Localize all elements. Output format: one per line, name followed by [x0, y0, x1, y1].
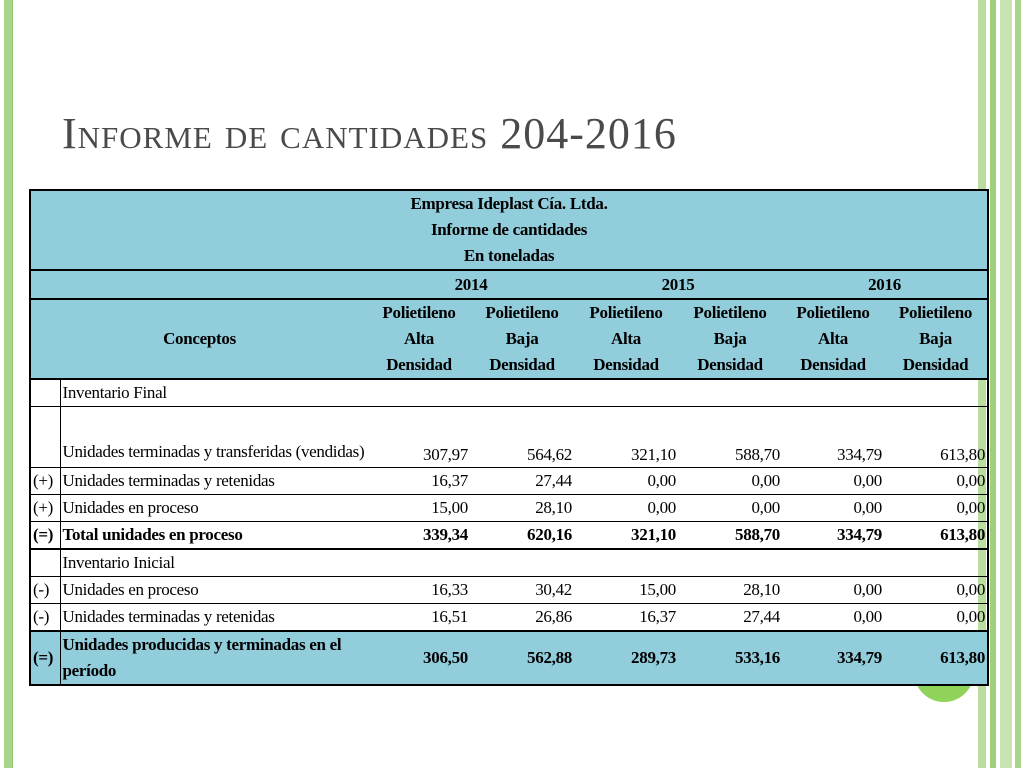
row-value: 16,37: [368, 468, 470, 495]
row-value: 15,00: [574, 577, 678, 604]
product-header-line1: Polietileno: [368, 299, 470, 326]
row-value: 0,00: [782, 468, 884, 495]
year-header-blank: [30, 270, 368, 299]
row-value: 30,42: [470, 577, 574, 604]
row-value: 27,44: [470, 468, 574, 495]
product-header-line2: Alta: [368, 326, 470, 352]
table-row-total: [30, 522, 988, 550]
row-value: [368, 549, 470, 577]
row-value: 0,00: [782, 495, 884, 522]
year-header-2015: 2015: [574, 270, 782, 299]
row-value: 0,00: [884, 577, 988, 604]
table-row: [30, 495, 988, 522]
table-row: [30, 577, 988, 604]
row-value: 16,51: [368, 604, 470, 632]
row-sign: [30, 549, 60, 577]
row-value: 0,00: [678, 495, 782, 522]
year-header-2014: 2014: [368, 270, 574, 299]
row-sign: [30, 379, 60, 407]
row-value: 289,73: [574, 631, 678, 685]
row-label: Total unidades en proceso: [60, 522, 368, 550]
slide-title: Informe de cantidades 204-2016: [62, 109, 677, 158]
table-row-final-total: [30, 631, 988, 685]
row-value: 0,00: [884, 604, 988, 632]
row-value: [884, 379, 988, 407]
row-label: Unidades terminadas y transferidas (vendidas): [60, 407, 368, 468]
product-header-line1: Polietileno: [678, 299, 782, 326]
table-row: [30, 379, 988, 407]
row-value: [678, 549, 782, 577]
row-sign: (-): [30, 577, 60, 604]
product-header-line1: Polietileno: [574, 299, 678, 326]
row-value: 321,10: [574, 522, 678, 550]
row-value: 28,10: [678, 577, 782, 604]
row-value: [574, 549, 678, 577]
row-label: Inventario Final: [60, 379, 368, 407]
product-header-line2: Baja: [678, 326, 782, 352]
row-sign: (+): [30, 495, 60, 522]
year-header-2016: 2016: [782, 270, 988, 299]
row-value: 533,16: [678, 631, 782, 685]
row-value: 620,16: [470, 522, 574, 550]
row-value: [782, 549, 884, 577]
row-sign: (-): [30, 604, 60, 632]
row-value: [368, 379, 470, 407]
row-value: 28,10: [470, 495, 574, 522]
right-decorative-stripe: [1000, 0, 1012, 768]
row-label: Unidades terminadas y retenidas: [60, 468, 368, 495]
row-value: 0,00: [574, 495, 678, 522]
product-header-line2: Alta: [574, 326, 678, 352]
product-header-line2: Baja: [470, 326, 574, 352]
company-name: Empresa Ideplast Cía. Ltda.: [30, 190, 988, 217]
product-header-line3: Densidad: [782, 352, 884, 379]
row-label: Unidades en proceso: [60, 495, 368, 522]
unit-label: En toneladas: [30, 243, 988, 270]
quantities-report-table: [29, 189, 989, 686]
row-value: [884, 549, 988, 577]
product-header-line2: Baja: [884, 326, 988, 352]
concepts-header: Conceptos: [30, 299, 368, 379]
row-value: 16,37: [574, 604, 678, 632]
row-sign: (=): [30, 631, 60, 685]
table-row: [30, 604, 988, 632]
row-sign: [30, 407, 60, 468]
product-header-line1: Polietileno: [782, 299, 884, 326]
row-value: 564,62: [470, 407, 574, 468]
row-value: [574, 379, 678, 407]
row-value: 0,00: [782, 604, 884, 632]
row-label: Unidades terminadas y retenidas: [60, 604, 368, 632]
row-sign: (=): [30, 522, 60, 550]
row-sign: (+): [30, 468, 60, 495]
row-value: 321,10: [574, 407, 678, 468]
product-header-line1: Polietileno: [884, 299, 988, 326]
row-value: 306,50: [368, 631, 470, 685]
table-row: [30, 468, 988, 495]
row-value: 334,79: [782, 631, 884, 685]
row-label: Unidades producidas y terminadas en el período: [60, 631, 368, 685]
product-header-line3: Densidad: [884, 352, 988, 379]
product-header-line3: Densidad: [368, 352, 470, 379]
row-value: [470, 549, 574, 577]
row-value: 0,00: [884, 495, 988, 522]
row-value: 27,44: [678, 604, 782, 632]
row-value: 26,86: [470, 604, 574, 632]
right-decorative-stripe: [990, 0, 996, 768]
row-value: 588,70: [678, 522, 782, 550]
row-value: 0,00: [574, 468, 678, 495]
row-value: 613,80: [884, 631, 988, 685]
row-value: 15,00: [368, 495, 470, 522]
report-name: Informe de cantidades: [30, 217, 988, 243]
product-header-line1: Polietileno: [470, 299, 574, 326]
row-value: 16,33: [368, 577, 470, 604]
row-value: 613,80: [884, 407, 988, 468]
left-decorative-bar: [4, 0, 13, 768]
table-row: [30, 407, 988, 468]
product-header-line3: Densidad: [678, 352, 782, 379]
row-value: 339,34: [368, 522, 470, 550]
table-row: [30, 549, 988, 577]
row-value: 334,79: [782, 407, 884, 468]
row-value: [470, 379, 574, 407]
row-value: 0,00: [678, 468, 782, 495]
row-value: 307,97: [368, 407, 470, 468]
product-header-line3: Densidad: [574, 352, 678, 379]
row-label: Inventario Inicial: [60, 549, 368, 577]
row-value: 562,88: [470, 631, 574, 685]
product-header-line2: Alta: [782, 326, 884, 352]
product-header-line3: Densidad: [470, 352, 574, 379]
row-value: [678, 379, 782, 407]
row-value: 0,00: [782, 577, 884, 604]
row-value: 334,79: [782, 522, 884, 550]
row-value: [782, 379, 884, 407]
row-label: Unidades en proceso: [60, 577, 368, 604]
row-value: 588,70: [678, 407, 782, 468]
row-value: 0,00: [884, 468, 988, 495]
right-decorative-stripe: [1015, 0, 1021, 768]
row-value: 613,80: [884, 522, 988, 550]
